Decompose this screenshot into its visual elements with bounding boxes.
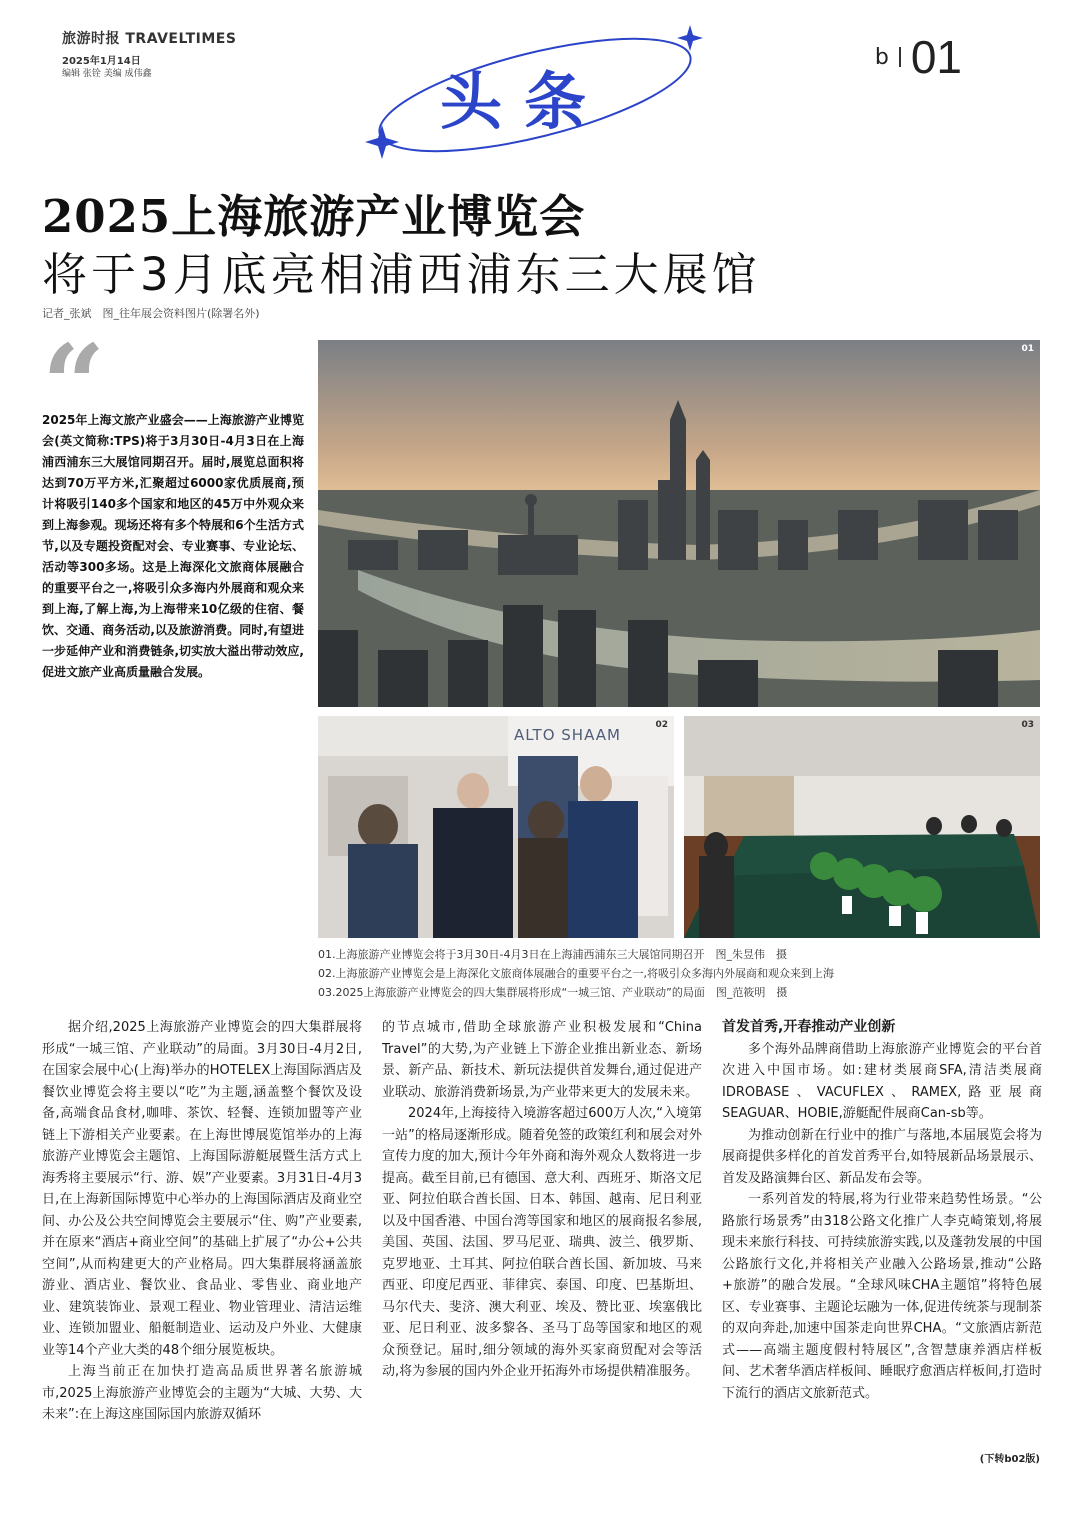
- paragraph: 一系列首发的特展,将为行业带来趋势性场景。“公路旅行场景秀”由318公路文化推广人李克崎策划,将展现未来旅行科技、可持续旅游实践,以及蓬勃发展的中国公路旅行文化,并将相关产业融入公路场景,推动“公路+旅游”的融合发展。“全球风味CHA主题馆”将特色展区、专业赛事、主题论坛融为一体,促进传统茶与现制茶的双向奔赴,加速中国茶走向世界CHA。“文旅酒店新范式——高端主题度假村特展区”,含智慧康养酒店样板间、艺术奢华酒店样板间、睡眠疗愈酒店样板间,打造时下流行的酒店文旅新范式。: [722, 1192, 1042, 1401]
- paragraph: 上海当前正在加快打造高品质世界著名旅游城市,2025上海旅游产业博览会的主题为“大城、大势、大未来”:在上海这座国际国内旅游双循环: [42, 1364, 362, 1422]
- paragraph: 2024年,上海接待入境游客超过600万人次,“入境第一站”的格局逐渐形成。随着免签的政策红利和展会对外宣传力度的加大,预计今年外商和海外观众人数将进一步提高。截至目前,已有德国、意大利、西班牙、斯洛文尼亚、阿拉伯联合酋长国、日本、韩国、越南、尼日利亚以及中国香港、中国台湾等国家和地区的展商报名参展,美国、英国、法国、罗马尼亚、瑞典、波兰、俄罗斯、克罗地亚、土耳其、阿拉伯联合酋长国、新加坡、马来西亚、印度尼西亚、菲律宾、泰国、印度、巴基斯坦、马尔代夫、斐济、澳大利亚、埃及、赞比亚、埃塞俄比亚、尼日利亚、波多黎各、圣马丁岛等国家和地区的观众预登记。届时,细分领域的海外买家商贸配对会等活动,将为参展的国内外企业开拓海外市场提供精准服务。: [382, 1106, 702, 1379]
- page-number: 01: [910, 31, 962, 83]
- editors-line: 编辑 张铨 美编 成伟鑫: [62, 69, 152, 79]
- photo-number: 01: [1021, 344, 1034, 354]
- section-code: b: [874, 44, 889, 70]
- subheading: 首发首秀,开春推动产业创新: [722, 1019, 896, 1035]
- paragraph: 的节点城市,借助全球旅游产业积极发展和“China Travel”的大势,为产业链上下游企业推出新业态、新场景、新产品、新技术、新玩法提供首发舞台,通过促进产业联动、旅游消费新场景,为产业带来更大的发展未来。: [382, 1020, 702, 1100]
- photo-number: 02: [655, 720, 668, 730]
- paragraph: 为推动创新在行业中的推广与落地,本届展览会将为展商提供多样化的首发首秀平台,如特展新品场景展示、首发及路演舞台区、新品发布会等。: [722, 1127, 1042, 1186]
- headline-sub: 将于3月底亮相浦西浦东三大展馆: [42, 248, 761, 301]
- skyline-image: [318, 340, 1040, 707]
- photo-number: 03: [1021, 720, 1034, 730]
- caption-01: 01.上海旅游产业博览会将于3月30日-4月3日在上海浦西浦东三大展馆同期召开 图_朱昱伟 摄: [318, 948, 787, 961]
- body-column-1: [42, 1017, 362, 1426]
- body-column-2: [382, 1017, 702, 1383]
- lead-paragraph: 2025年上海文旅产业盛会——上海旅游产业博览会(英文简称:TPS)将于3月30日-4月3日在上海浦西浦东三大展馆同期召开。届时,展览总面积将达到70万平方米,汇聚超过6000家优质展商,预计将吸引140多个国家和地区的45万中外观众来到上海参观。现场还将有多个特展和6个生活方式节,以及专题投资配对会、专业赛事、专业论坛、活动等300多场。这是上海深化文旅商体展融合的重要平台之一,将吸引众多海内外展商和观众来到上海,了解上海,为上海带来10亿级的住宿、餐饮、交通、商务活动,以及旅游消费。同时,有望进一步延伸产业和消费链条,切实放大溢出带动效应,促进文旅产业高质量融合发展。: [42, 413, 304, 679]
- continued-notice: (下转b02版): [979, 1454, 1040, 1465]
- caption-03: 03.2025上海旅游产业博览会的四大集群展将形成“一城三馆、产业联动”的局面 图_范筱明 摄: [318, 986, 788, 999]
- body-column-3: [722, 1017, 1042, 1404]
- exhibition-image: [318, 716, 674, 938]
- photo-captions: [318, 945, 834, 1002]
- byline: 记者_张斌 图_往年展会资料图片(除署名外): [42, 307, 260, 320]
- newspaper-logo: 旅游时报 TRAVELTIMES: [62, 31, 237, 47]
- paragraph: 多个海外品牌商借助上海旅游产业博览会的平台首次进入中国市场。如:建材类展商SFA,清洁类展商IDROBASE、VACUFLEX、RAMEX,路亚展商SEAGUAR、HOBIE,游艇配件展商Can-sb等。: [722, 1041, 1042, 1121]
- issue-date: 2025年1月14日: [62, 56, 141, 67]
- paragraph: 据介绍,2025上海旅游产业博览会的四大集群展将形成“一城三馆、产业联动”的局面。3月30日-4月2日,在国家会展中心(上海)举办的HOTELEX上海国际酒店及餐饮业博览会将主要以“吃”为主题,涵盖整个餐饮及设备,高端食品食材,咖啡、茶饮、轻餐、连锁加盟等产业链上下游相关产业要素。在上海世博展览馆举办的上海旅游产业博览会主题馆、上海国际游艇展暨生活方式上海秀将主要展示“行、游、娱”产业要素。3月31日-4月3日,在上海新国际博览中心举办的上海国际酒店及商业空间、办公及公共空间博览会主要展示“住、购”产业要素,并在原来“酒店+商业空间”的基础上扩展了“办公+公共空间”,从而构建更大的产业格局。四大集群展将涵盖旅游业、酒店业、餐饮业、食品业、零售业、商业地产业、建筑装饰业、景观工程业、物业管理业、清洁运维业、连锁加盟业、船艇制造业、运动及户外业、大健康业等14个产业大类的48个细分展览板块。: [42, 1020, 362, 1358]
- section-title: 头条: [440, 65, 609, 138]
- quote-mark-icon: “: [42, 320, 106, 449]
- booth-sign: ALTO SHAAM: [514, 726, 621, 744]
- photo-meeting: [684, 716, 1040, 938]
- photo-skyline: [318, 340, 1040, 707]
- page-indicator: [875, 30, 962, 84]
- caption-02: 02.上海旅游产业博览会是上海深化文旅商体展融合的重要平台之一,将吸引众多海内外展商和观众来到上海: [318, 967, 834, 980]
- divider: [899, 47, 901, 67]
- photo-exhibition: [318, 716, 674, 938]
- headline-main: 2025上海旅游产业博览会: [42, 190, 586, 243]
- meeting-image: [684, 716, 1040, 938]
